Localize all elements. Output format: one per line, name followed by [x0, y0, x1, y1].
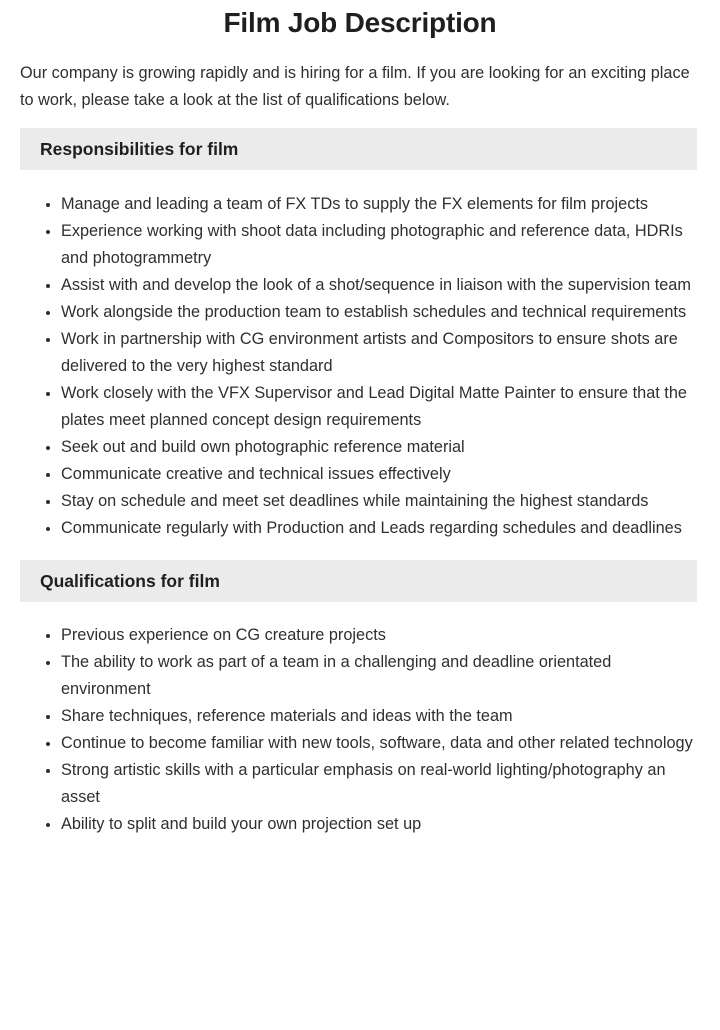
list-item: • Experience working with shoot data including photographic and reference data, HDRIs and photogrammetry [61, 218, 697, 272]
page-title: Film Job Description [223, 7, 497, 38]
list-item: • Continue to become familiar with new tools, software, data and other related technology [61, 730, 697, 757]
list-item: • Work in partnership with CG environment artists and Compositors to ensure shots are delivered to the very highest standard [61, 326, 697, 380]
list-item: • Stay on schedule and meet set deadlines while maintaining the highest standards [61, 488, 697, 515]
qualifications-heading: Qualifications for film [40, 570, 220, 591]
qualifications-list [0, 622, 720, 838]
responsibilities-section-header [20, 128, 697, 170]
list-item: • Strong artistic skills with a particular emphasis on real-world lighting/photography an asset [61, 757, 697, 811]
responsibilities-list [0, 191, 720, 542]
list-item: • Communicate creative and technical issues effectively [61, 461, 697, 488]
list-item: • The ability to work as part of a team in a challenging and deadline orientated environment [61, 649, 697, 703]
list-item: • Previous experience on CG creature projects [61, 622, 697, 649]
list-item: • Seek out and build own photographic reference material [61, 434, 697, 461]
list-item: • Work closely with the VFX Supervisor and Lead Digital Matte Painter to ensure that the plates meet planned concept design requirements [61, 380, 697, 434]
intro-paragraph: Our company is growing rapidly and is hiring for a film. If you are looking for an exciting place to work, please take a look at the list of qualifications below. [20, 64, 690, 109]
qualifications-section [0, 560, 720, 838]
list-item: • Manage and leading a team of FX TDs to supply the FX elements for film projects [61, 191, 697, 218]
qualifications-section-header [20, 560, 697, 602]
responsibilities-heading: Responsibilities for film [40, 138, 239, 159]
responsibilities-section [0, 128, 720, 542]
list-item: • Share techniques, reference materials and ideas with the team [61, 703, 697, 730]
list-item: • Ability to split and build your own projection set up [61, 811, 697, 838]
list-item: • Work alongside the production team to establish schedules and technical requirements [61, 299, 697, 326]
list-item: • Assist with and develop the look of a shot/sequence in liaison with the supervision team [61, 272, 697, 299]
list-item: • Communicate regularly with Production and Leads regarding schedules and deadlines [61, 515, 697, 542]
